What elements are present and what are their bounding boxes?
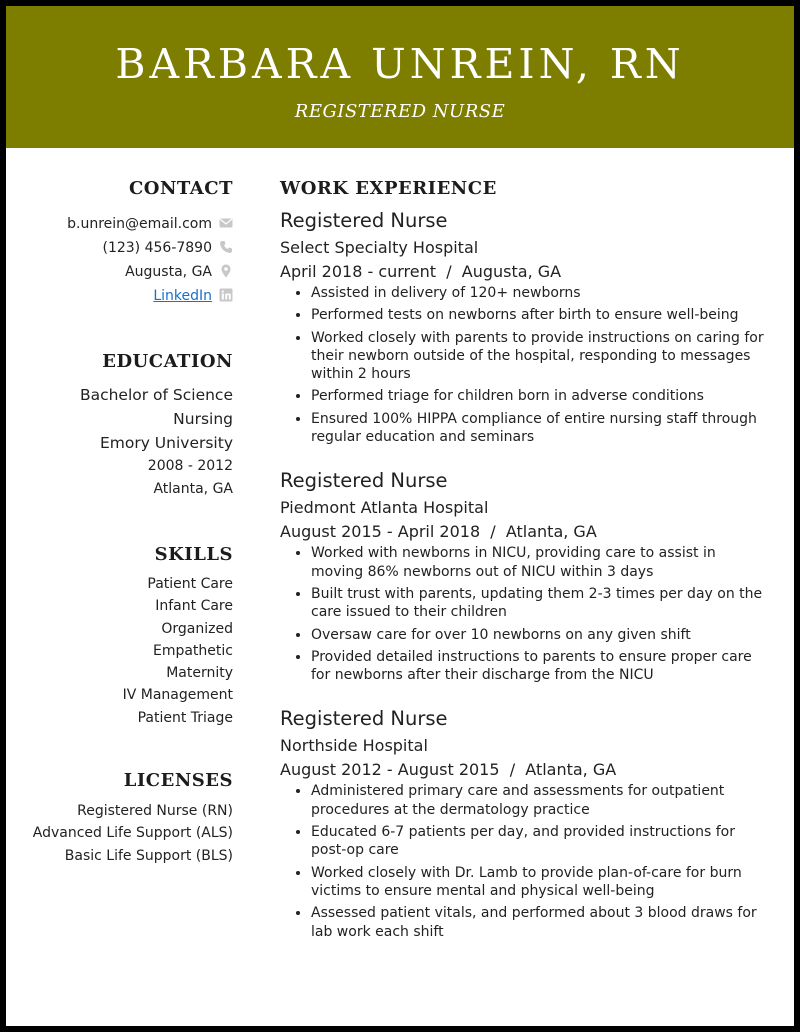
contact-section [6, 178, 233, 308]
right-column [280, 148, 770, 945]
education-section [6, 351, 233, 501]
contact-phone [6, 236, 233, 260]
skill-item: Infant Care [155, 598, 233, 615]
job-bullet: • Worked with newborns in NICU, providing care to assist in moving 86% newborns out of NICU within 3 days [311, 544, 770, 581]
job-bullet: • Assessed patient vitals, and performed about 3 blood draws for lab work each shift [311, 904, 770, 941]
contact-linkedin[interactable] [6, 284, 233, 308]
license-item: Basic Life Support (BLS) [64, 847, 233, 864]
job-bullet: • Provided detailed instructions to parents to ensure proper care for newborns after their discharge from the NICU [311, 648, 770, 685]
candidate-title: REGISTERED NURSE [294, 101, 506, 122]
left-column [6, 148, 233, 867]
location-text: Augusta, GA [125, 264, 212, 280]
education-degree: Bachelor of Science [79, 386, 233, 404]
phone-text: (123) 456-7890 [102, 240, 212, 256]
job-dates-location: April 2018 - current / Augusta, GA [280, 262, 562, 281]
resume-page [6, 6, 794, 1026]
job-bullet: • Built trust with parents, updating them 2-3 times per day on the care issued to their children [311, 585, 770, 622]
job-bullet: • Administered primary care and assessments for outpatient procedures at the dermatology practice [311, 782, 770, 819]
skill-item: Maternity [166, 665, 233, 682]
job-title: Registered Nurse [280, 469, 448, 493]
candidate-name: BARBARA UNREIN, RN [115, 40, 685, 88]
skill-item: IV Management [122, 687, 233, 704]
contact-email [6, 212, 233, 236]
skills-section [6, 544, 233, 729]
education-school: Emory University [99, 434, 233, 452]
job-title: Registered Nurse [280, 209, 448, 232]
licenses-heading: LICENSES [123, 770, 233, 792]
skill-item: Patient Triage [137, 709, 233, 726]
job-bullet: • Performed tests on newborns after birth to ensure well-being [311, 306, 770, 324]
job-entry [280, 469, 770, 684]
phone-icon [219, 238, 233, 252]
job-entry [280, 707, 770, 940]
job-title: Registered Nurse [280, 707, 448, 731]
job-company: Select Specialty Hospital [280, 238, 479, 257]
job-bullets [280, 782, 770, 940]
envelope-icon [219, 214, 233, 228]
job-bullets [280, 544, 770, 684]
job-bullet: • Educated 6-7 patients per day, and provided instructions for post-op care [311, 823, 770, 860]
job-bullets [280, 284, 770, 446]
email-text: b.unrein@email.com [67, 216, 212, 232]
resume-header [6, 6, 794, 148]
skill-item: Organized [161, 620, 233, 637]
job-dates-location: August 2012 - August 2015 / Atlanta, GA [280, 760, 617, 780]
contact-location [6, 260, 233, 284]
job-bullet: • Oversaw care for over 10 newborns on any given shift [311, 626, 770, 644]
education-heading: EDUCATION [102, 351, 233, 372]
education-location: Atlanta, GA [153, 481, 233, 497]
job-dates-location: August 2015 - April 2018 / Atlanta, GA [280, 522, 597, 542]
license-item: Advanced Life Support (ALS) [32, 825, 233, 842]
linkedin-link[interactable]: LinkedIn [153, 288, 212, 304]
education-major: Nursing [173, 410, 233, 428]
contact-heading: CONTACT [128, 178, 233, 199]
job-entry [280, 209, 770, 446]
job-bullet: • Performed triage for children born in adverse conditions [311, 387, 770, 405]
job-company: Northside Hospital [280, 736, 428, 756]
work-experience-heading: WORK EXPERIENCE [280, 178, 497, 199]
job-company: Piedmont Atlanta Hospital [280, 498, 489, 518]
skill-item: Patient Care [147, 576, 233, 592]
job-bullet: • Ensured 100% HIPPA compliance of entire nursing staff through regular education and seminars [311, 410, 770, 447]
job-bullet: • Assisted in delivery of 120+ newborns [311, 284, 770, 302]
map-pin-icon [219, 262, 233, 276]
skills-heading: SKILLS [154, 544, 233, 565]
linkedin-icon [219, 286, 233, 300]
job-bullet: • Worked closely with Dr. Lamb to provide plan-of-care for burn victims to ensure mental and physical well-being [311, 864, 770, 901]
skill-item: Empathetic [152, 642, 233, 659]
license-item: Registered Nurse (RN) [77, 803, 233, 820]
job-bullet: • Worked closely with parents to provide instructions on caring for their newborn outside of the hospital, responding to messages within 2 hours [311, 329, 770, 384]
education-years: 2008 - 2012 [147, 458, 233, 474]
licenses-section [6, 770, 233, 867]
